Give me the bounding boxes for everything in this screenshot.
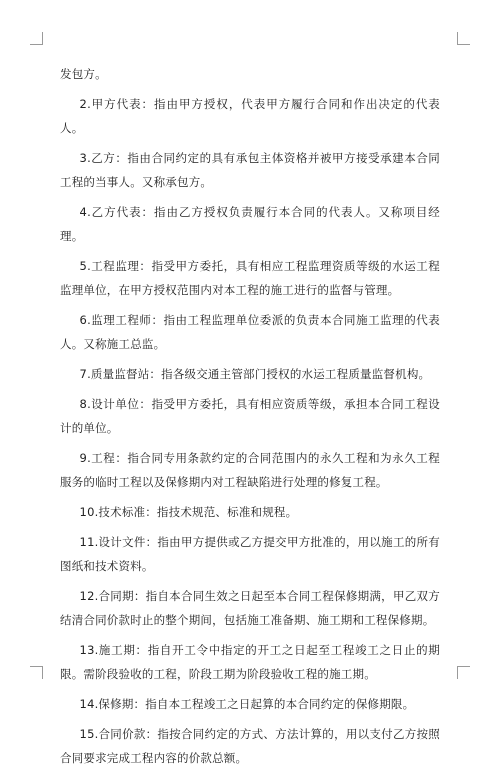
definition-warranty-period: 14.保修期：指自本工程竣工之日起算的本合同约定的保修期限。 <box>79 697 415 711</box>
crop-mark-top-left <box>30 32 43 45</box>
definition-supervising-engineer: 6.监理工程师：指由工程监理单位委派的负责本合同施工监理的代表人。又称施工总监。 <box>60 313 440 351</box>
definition-quality-supervision-station: 7.质量监督站：指各级交通主管部门授权的水运工程质量监督机构。 <box>79 367 431 381</box>
definition-contract-price: 15.合同价款：指按合同约定的方式、方法计算的，用以支付乙方按照合同要求完成工程内容的价款总额。 <box>60 727 440 765</box>
paragraph-continuation: 发包方。 <box>60 67 107 81</box>
definition-contractor: 3.乙方：指由合同约定的具有承包主体资格并被甲方接受承建本合同工程的当事人。又称承包方。 <box>60 151 440 189</box>
definition-contractor-representative: 4.乙方代表：指由乙方授权负责履行本合同的代表人。又称项目经理。 <box>60 205 440 243</box>
definition-design-documents: 11.设计文件：指由甲方提供或乙方提交甲方批准的，用以施工的所有图纸和技术资料。 <box>60 535 440 573</box>
definition-technical-standards: 10.技术标准：指技术规范、标准和规程。 <box>79 505 298 519</box>
definition-contract-period: 12.合同期：指自本合同生效之日起至本合同工程保修期满，甲乙双方结清合同价款时止的整个期间，包括施工准备期、施工期和工程保修期。 <box>60 589 440 627</box>
crop-mark-bottom-left <box>30 666 43 679</box>
crop-mark-top-right <box>457 32 470 45</box>
document-body <box>60 62 440 770</box>
definition-design-unit: 8.设计单位：指受甲方委托，具有相应资质等级，承担本合同工程设计的单位。 <box>60 397 440 435</box>
definition-works: 9.工程：指合同专用条款约定的合同范围内的永久工程和为永久工程服务的临时工程以及保修期内对工程缺陷进行处理的修复工程。 <box>60 451 440 489</box>
crop-mark-bottom-right <box>457 666 470 679</box>
definition-employer-representative: 2.甲方代表：指由甲方授权，代表甲方履行合同和作出决定的代表人。 <box>60 97 440 135</box>
definition-engineering-supervision: 5.工程监理：指受甲方委托，具有相应工程监理资质等级的水运工程监理单位，在甲方授权范围内对本工程的施工进行的监督与管理。 <box>60 259 440 297</box>
definition-construction-period: 13.施工期：指自开工令中指定的开工之日起至工程竣工之日止的期限。需阶段验收的工程，阶段工期为阶段验收工程的施工期。 <box>60 643 440 681</box>
